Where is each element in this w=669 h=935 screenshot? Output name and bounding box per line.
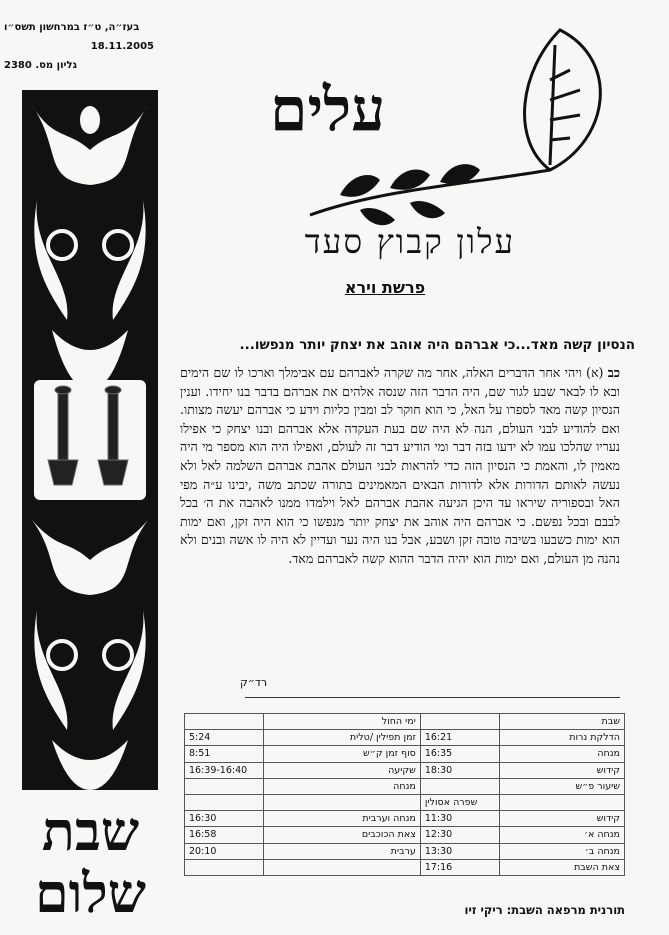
divider: [245, 697, 620, 698]
r-label-cell: מנחה א׳: [499, 827, 624, 843]
article-signature: רד״ק: [240, 676, 268, 689]
l-value-cell: 5:24: [185, 730, 264, 746]
r-label-cell: קידוש: [499, 762, 624, 778]
l-label-cell: שקיעה: [264, 762, 421, 778]
issue-header: [4, 18, 154, 75]
l-value-cell: 8:51: [185, 746, 264, 762]
ornament-icon: [22, 90, 158, 790]
l-value-cell: [185, 778, 264, 794]
l-value-cell: [185, 859, 264, 875]
r-value-cell: [420, 714, 499, 730]
l-label-cell: סוף זמן ק״ש: [264, 746, 421, 762]
r-value-cell: 13:30: [420, 843, 499, 859]
gregorian-date: 18.11.2005: [90, 41, 154, 52]
article-headline: הנסיון קשה מאד...כי אברהם היה אוהב את יצחק יותר מנפשו...: [239, 337, 635, 353]
l-label-cell: מנחה וערבית: [264, 811, 421, 827]
prayer-times-table: [184, 713, 625, 876]
hebrew-date: בעז״ה, ט״ז במרחשון תשס״ו: [4, 22, 140, 33]
r-value-cell: 17:16: [420, 859, 499, 875]
l-label-cell: זמן תפילין /טלית: [264, 730, 421, 746]
l-label-cell: מנחה: [264, 778, 421, 794]
l-value-cell: 16:58: [185, 827, 264, 843]
r-label-cell: שיעור פ״ש: [499, 778, 624, 794]
table-row: [185, 714, 625, 730]
r-value-cell: 12:30: [420, 827, 499, 843]
r-value-cell: 18:30: [420, 762, 499, 778]
table-row: [185, 778, 625, 794]
l-label-cell: [264, 859, 421, 875]
r-value-cell: שפרה אסולין: [420, 794, 499, 810]
r-label-cell: צאת השבת: [499, 859, 624, 875]
r-label-cell: מנחה: [499, 746, 624, 762]
l-label-cell: צאת הכוכבים: [264, 827, 421, 843]
r-value-cell: 16:21: [420, 730, 499, 746]
shabbat-shalom-greeting: [18, 800, 163, 924]
l-value-cell: [185, 794, 264, 810]
table-row: [185, 746, 625, 762]
l-value-cell: 20:10: [185, 843, 264, 859]
r-label-cell: מנחה ב׳: [499, 843, 624, 859]
table-row: [185, 843, 625, 859]
greeting-line-2: שלום: [34, 861, 146, 925]
newsletter-subtitle: עלון קבוץ סעד: [304, 222, 516, 261]
table-row: [185, 762, 625, 778]
l-value-cell: 16:39-16:40: [185, 762, 264, 778]
r-value-cell: [420, 778, 499, 794]
l-value-cell: [185, 714, 264, 730]
decorative-ornament-strip: [22, 90, 158, 790]
r-label-cell: הדלקת נרות: [499, 730, 624, 746]
greeting-line-1: שבת: [41, 799, 140, 863]
r-label-cell: [499, 794, 624, 810]
article-body: [180, 364, 620, 569]
issue-number: גליון מס. 2380: [4, 60, 77, 71]
l-label-cell: ערבית: [264, 843, 421, 859]
l-value-cell: 16:30: [185, 811, 264, 827]
article-text: (א) ויהי אחר הדברים האלה, אחר מה שקרה לאברהם עם אבימלך וארכו לו שם הימים ובא לו לבאר שבע לגור שם, היה הדבר הזה שנסה אלהים את אברהם בדבר בנו יחידו. וענין הנסיון קשה מאד לספרו על האל, כי הוא חוקר לב ומבין כליות וידע כי אברהם יעשה מצותו. ואם להודיע לבני העולם, הנה לא היה שם בעת העקדה אלא אברהם ובנו יצחק כי אפילו נעריו שהלכו עמו לא ידעו בזה דבר ומי הודיע דבר זה לעולם, ואפילו היה הוא מספר מי היה מאמין לו, והאמת כי הנסיון הזה כדי להראות לבני העולם אהבת אברהם השלמה לאל ולא נעשה לאותם הדורות אלא לדורות הבאים המאמינים בתורה שכתב משה ,יבינו ע״ה מפי האל ובספוריה שיראו עד היכן הגיעה אהבת אברהם לאל וילמדו ממנו לאהבה את ה׳ בכל לבבם ובכל נפשם. כי אברהם היה אוהב את יצחק יותר מנפשו כי הוא היה זקן, ואם ימות הוא ימות כשבעו בשיבה טובה זקן ושבע, אבל בנו היה נער ועדיין לא היה לו אשה ובנים ולא נהנה מן העולם, ואם ימות הוא יהיה הדבר ההוא קשה לאברהם מאד.: [180, 365, 620, 566]
parasha-title: פרשת וירא: [344, 278, 426, 297]
verse-reference: כב: [607, 365, 620, 380]
table-row: [185, 811, 625, 827]
table-row: [185, 794, 625, 810]
newsletter-title: עלים: [270, 75, 386, 145]
r-label-cell: קידוש: [499, 811, 624, 827]
footer-note: תורנית מרפאה השבת: ריקי זיו: [464, 903, 625, 917]
table-row: [185, 859, 625, 875]
r-value-cell: 11:30: [420, 811, 499, 827]
l-label-cell: ימי החול: [264, 714, 421, 730]
table-row: [185, 827, 625, 843]
l-label-cell: [264, 794, 421, 810]
r-value-cell: 16:35: [420, 746, 499, 762]
r-label-cell: שבת: [499, 714, 624, 730]
table-row: [185, 730, 625, 746]
